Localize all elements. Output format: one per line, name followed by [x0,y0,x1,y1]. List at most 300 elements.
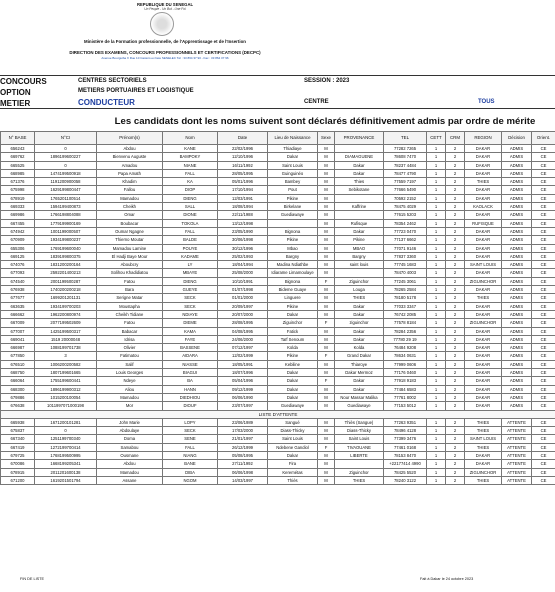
cell-provenance: Louga [335,286,384,294]
cell-provenance: Dakar [335,335,384,343]
cell-last-name: DIBA [163,468,218,476]
cell-decision: ATTENTE [502,468,532,476]
address-line: Avenue Bourguiba X Rue 10 Castors ex face SENELEC Tél : 33 864 37 90 - Fax : 33 864 37 96 [101,56,229,60]
cell-provenance: Rufisque [335,219,384,227]
cell-cett: 1 [427,319,446,327]
cell-crm: 2 [446,277,465,285]
cell-provenance: Nour Massar Malika [335,393,384,401]
cell-phone: 78354 2462 [384,219,427,227]
cell-cett: 1 [427,369,446,377]
column-header-ci-number: N°CI [35,132,97,145]
cell-decision: ADMIS [502,360,532,368]
cell-ci-number: 2077199502609 [35,319,97,327]
cell-birth-date: 17/03/2000 [218,427,268,435]
cell-region: DAKAR [465,161,502,169]
cell-sex: F [318,277,335,285]
cell-decision: ADMIS [502,385,532,393]
table-row [1,236,555,244]
cell-base-number: 666064 [1,377,35,385]
cell-cett: 1 [427,468,446,476]
cell-ci-number: 2011201600138 [35,468,97,476]
cell-cett: 1 [427,476,446,484]
column-header-orientation: Orient. [532,132,555,145]
cell-birth-date: 16/11/1992 [218,161,268,169]
cell-phone: 78634 0631 [384,352,427,360]
cell-cett: 1 [427,310,446,318]
cell-birth-date: 04/08/1995 [218,327,268,335]
cell-ci-number: 1619201501794 [35,476,97,484]
cell-decision: ADMIS [502,161,532,169]
cell-ci-number: 1011997071000198 [35,402,97,410]
cell-birth-place: Dakar [268,385,318,393]
cell-cett: 1 [427,161,446,169]
cell-birth-place: Keremétas [268,468,318,476]
cell-crm: 2 [446,244,465,252]
cell-sex: M [318,418,335,426]
cell-decision: ADMIS [502,286,532,294]
cell-sex: M [318,227,335,235]
cell-region: DAKAR [465,451,502,459]
cell-ci-number: 2001199500287 [35,277,97,285]
cell-birth-date: 01/07/1998 [218,286,268,294]
cell-provenance [335,194,384,202]
cell-phone: 77578 8184 [384,319,427,327]
cell-sex: F [318,352,335,360]
cell-crm: 2 [446,377,465,385]
cell-region: DAKAR [465,244,502,252]
table-row [1,194,555,202]
option-value: METIERS PORTUAIRES ET LOGISTIQUE [78,88,194,94]
column-header-birth-place: Lieu de Naissance [268,132,318,145]
cell-cett: 1 [427,335,446,343]
cell-base-number: 677093 [1,269,35,277]
cell-cett: 1 [427,252,446,260]
cell-crm: 2 [446,335,465,343]
cell-sex: M [318,310,335,318]
concours-label: CONCOURS [0,77,47,86]
cell-birth-place: Madina Ndiathbe [268,261,318,269]
cell-provenance [335,269,384,277]
column-header-crm: CRM [446,132,465,145]
cell-birth-place: Birkelane [268,203,318,211]
cell-birth-place: Kebiline [268,360,318,368]
cell-ci-number: 1015200100054 [35,393,97,401]
cell-base-number: 667009 [1,319,35,327]
cell-base-number: 666662 [1,310,35,318]
cell-provenance: THIES [335,476,384,484]
cell-provenance: Dakar [335,227,384,235]
cell-birth-place: Fatick [268,327,318,335]
cell-ci-number: 1088199701738 [35,344,97,352]
cell-sex: M [318,451,335,459]
cell-base-number: 670086 [1,460,35,468]
cell-last-name: DIEME [163,319,218,327]
cell-sex: M [318,435,335,443]
cell-orientation: CE [532,310,555,318]
cell-ci-number: 2592201400213 [35,269,97,277]
cell-first-name: Abdoulaye [97,427,163,435]
cell-last-name: NIANG [163,451,218,459]
cell-first-name: Louis Georges [97,369,163,377]
cell-birth-date: 12/03/1991 [218,194,268,202]
republic-line: REPUBLIQUE DU SENEGAL [136,2,194,7]
cell-decision: ADMIS [502,203,532,211]
cell-sex: F [318,443,335,451]
cell-birth-place: Bignona [268,227,318,235]
table-row [1,227,555,235]
cell-first-name: Olivier [97,344,163,352]
column-header-cett: CETT [427,132,446,145]
cell-birth-place: Idiarame Limamoulaye [268,269,318,277]
table-row [1,335,555,343]
cell-decision: ATTENTE [502,435,532,443]
cell-cett: 1 [427,352,446,360]
cell-decision: ADMIS [502,310,532,318]
cell-first-name: Thierno Moutar [97,236,163,244]
cell-cett: 1 [427,344,446,352]
cell-birth-place: Sangué [268,418,318,426]
cell-base-number: 668985 [1,169,35,177]
cell-first-name: Papa Amath [97,169,163,177]
cell-phone: 77033 3347 [384,302,427,310]
cell-orientation: CE [532,402,555,410]
cell-last-name: BIAGUI [163,369,218,377]
cell-region: DAKAR [465,385,502,393]
cell-provenance: Sebikotane [335,186,384,194]
cell-crm: 2 [446,451,465,459]
cell-ci-number: 1740200200218 [35,286,97,294]
cell-crm: 2 [446,427,465,435]
cell-birth-place: Guediawaye [268,211,318,219]
cell-ci-number: 1769199600040 [35,244,97,252]
cell-sex: M [318,153,335,161]
cell-provenance: THIES [335,294,384,302]
cell-provenance [335,145,384,153]
cell-last-name: DIONE [163,211,218,219]
table-row [1,443,555,451]
table-row [1,219,555,227]
cell-provenance: saint louis [335,261,384,269]
cell-cett: 1 [427,385,446,393]
cell-ci-number: 1807199601665 [35,369,97,377]
cell-sex: M [318,460,335,468]
table-row [1,435,555,443]
centre-label: CENTRE [304,99,329,105]
cell-cett: 1 [427,360,446,368]
cell-provenance: ziguinchor [335,319,384,327]
cell-ci-number: 1766198804088 [35,211,97,219]
cell-ci-number: 0 [35,161,97,169]
cell-region: DAKAR [465,252,502,260]
cell-base-number: 665938 [1,418,35,426]
cell-region: THIES [465,294,502,302]
signature-place-date: Fait à Dakar le 24 octobre 2023 [420,577,474,581]
cell-birth-place: Linguere [268,294,318,302]
cell-last-name: NGOM [163,476,218,484]
cell-provenance: Ziguinchor [335,468,384,476]
cell-birth-place: Taïf Senoum [268,335,318,343]
cell-orientation: CE [532,227,555,235]
cell-phone: 78180 5178 [384,294,427,302]
cell-last-name: KAMA [163,327,218,335]
table-row [1,319,555,327]
cell-provenance: Kolda [335,344,384,352]
table-row [1,393,555,401]
cell-first-name: Babacar [97,327,163,335]
cell-cett: 1 [427,169,446,177]
cell-birth-date: 06/06/1998 [218,468,268,476]
cell-birth-date: 12/10/1996 [218,153,268,161]
cell-last-name: BALDE [163,236,218,244]
cell-sex: M [318,203,335,211]
cell-decision: ADMIS [502,169,532,177]
cell-birth-date: 27/11/1992 [218,460,268,468]
column-header-base-number: N° BASE [1,132,35,145]
cell-provenance: Dakar [335,169,384,177]
table-row [1,178,555,186]
cell-first-name: Assane [97,476,163,484]
cell-orientation: CE [532,145,555,153]
cell-provenance: Thiès (Sangue) [335,418,384,426]
cell-birth-date: 05/04/1996 [218,377,268,385]
cell-phone: 78265 2584 [384,286,427,294]
cell-phone: 77559 7197 [384,178,427,186]
cell-phone: 78240 3122 [384,476,427,484]
cell-sex: M [318,385,335,393]
motto-line: Un Peuple - Un But - Une Foi [144,7,186,11]
cell-last-name: SECK [163,294,218,302]
cell-crm: 2 [446,327,465,335]
cell-phone: 78470 4003 [384,269,427,277]
cell-provenance: Saint Louis [335,435,384,443]
cell-decision: ADMIS [502,261,532,269]
cell-birth-place: Mbao [268,244,318,252]
cell-crm: 2 [446,211,465,219]
cell-ci-number: 1839199800375 [35,252,97,260]
cell-provenance: DIAMAGUENE [335,153,384,161]
cell-sex: M [318,186,335,194]
cell-birth-place: Pikine [268,302,318,310]
table-row [1,476,555,484]
cell-region: DAKAR [465,286,502,294]
cell-birth-place: Saint Louis [268,435,318,443]
cell-decision: ADMIS [502,211,532,219]
cell-cett: 1 [427,286,446,294]
cell-birth-date: 18/04/1994 [218,261,268,269]
cell-last-name: SECK [163,427,218,435]
cell-provenance: Diass-Thicky [335,427,384,435]
cell-ci-number: 1755199600441 [35,377,97,385]
table-row [1,186,555,194]
cell-orientation: CE [532,161,555,169]
cell-first-name: Fatimatou [97,352,163,360]
column-header-decision: Décision [502,132,532,145]
cell-cett: 1 [427,153,446,161]
cell-region: DAKAR [465,211,502,219]
cell-orientation: CE [532,169,555,177]
cell-first-name: El Hadji Baye Mour [97,252,163,260]
cell-base-number: 669041 [1,335,35,343]
table-row [1,211,555,219]
cell-sex: M [318,402,335,410]
column-header-region: REGION [465,132,502,145]
cell-birth-date: 23/06/1989 [218,418,268,426]
cell-ci-number: 1519 20000048 [35,335,97,343]
cell-region: DAKAR [465,377,502,385]
column-header-phone: TEL [384,132,427,145]
table-row [1,269,555,277]
table-row [1,360,555,368]
cell-ci-number: 1962200800974 [35,310,97,318]
cell-phone: 77780 29 19 [384,335,427,343]
table-row [1,302,555,310]
cell-sex: M [318,476,335,484]
cell-ci-number: 1594199400873 [35,203,97,211]
cell-first-name: Mamadou [97,194,163,202]
cell-cett: 1 [427,302,446,310]
cell-orientation: CE [532,319,555,327]
cell-region: RUFISQUE [465,219,502,227]
table-header-row [1,132,555,145]
cell-orientation: CE [532,153,555,161]
cell-decision: ATTENTE [502,443,532,451]
cell-orientation: CE [532,327,555,335]
cell-first-name: Serigne Matar [97,294,163,302]
cell-provenance: TIVAOUANE [335,443,384,451]
cell-decision: ADMIS [502,269,532,277]
cell-orientation: CE [532,335,555,343]
cell-phone: 77723 0470 [384,227,427,235]
cell-region: DAKAR [465,369,502,377]
table-row [1,468,555,476]
cell-decision: ATTENTE [502,476,532,484]
cell-base-number: 670909 [1,236,35,244]
table-row [1,161,555,169]
cell-birth-place: Pikine [268,352,318,360]
cell-phone: 77761 8002 [384,393,427,401]
cell-last-name: DIOP [163,186,218,194]
table-row [1,327,555,335]
cell-provenance: Dakar [335,310,384,318]
cell-crm: 2 [446,460,465,468]
cell-ci-number: 1768199500995 [35,451,97,459]
cell-birth-date: 24/06/2000 [218,335,268,343]
cell-first-name: Idrisa [97,335,163,343]
cell-region: DAKAR [465,360,502,368]
cell-phone: 77399 3476 [384,435,427,443]
cell-cett: 1 [427,227,446,235]
cell-first-name: Boubacar [97,219,163,227]
cell-base-number: 678919 [1,194,35,202]
cell-birth-place: Bambey [268,178,318,186]
cell-first-name: Fatou [97,277,163,285]
cell-last-name: AIDARA [163,352,218,360]
cell-orientation: CE [532,294,555,302]
cell-crm: 2 [446,344,465,352]
cell-last-name: LOPY [163,418,218,426]
cell-region: THIES [465,476,502,484]
cell-last-name: NIANE [163,161,218,169]
cell-first-name: Cheikh Tidiane [97,310,163,318]
cell-ci-number: 1779199900169 [35,219,97,227]
cell-sex: M [318,161,335,169]
cell-sex: F [318,377,335,385]
cell-birth-place: Kolda [268,344,318,352]
cell-birth-place: Fira [268,460,318,468]
cell-crm: 2 [446,294,465,302]
cell-last-name: BA [163,377,218,385]
cell-orientation: CE [532,269,555,277]
cell-base-number: 671200 [1,476,35,484]
cell-ci-number: 1474199500918 [35,169,97,177]
cell-decision: ADMIS [502,252,532,260]
cell-base-number: 677850 [1,352,35,360]
cell-orientation: CE [532,286,555,294]
cell-first-name: Aliou [97,385,163,393]
cell-base-number: 679725 [1,451,35,459]
cell-phone: 78608 7470 [384,153,427,161]
cell-last-name: POUYE [163,244,218,252]
cell-sex: M [318,294,335,302]
cell-sex: M [318,145,335,153]
cell-decision: ADMIS [502,186,532,194]
cell-base-number: 677007 [1,327,35,335]
cell-base-number: 663635 [1,302,35,310]
table-row [1,451,555,459]
cell-sex: M [318,327,335,335]
table-row [1,277,555,285]
cell-base-number: 669333 [1,203,35,211]
cell-orientation: CE [532,219,555,227]
cell-cett: 1 [427,294,446,302]
cell-orientation: CE [532,360,555,368]
column-header-first-name: Prénom(s) [97,132,163,145]
cell-first-name: Fallou [97,186,163,194]
cell-phone: 77745 1683 [384,261,427,269]
cell-last-name: SALL [163,203,218,211]
cell-cett: 1 [427,443,446,451]
cell-birth-date: 20/09/1997 [218,302,268,310]
cell-birth-place: Ziguinchor [268,319,318,327]
page-title: Les candidats dont les noms suivent sont déclarés définitivement admis par ordre de mérite [114,116,536,127]
cell-birth-date: 18/05/1991 [218,360,268,368]
cell-birth-date: 18/08/1994 [218,203,268,211]
cell-decision: ADMIS [502,244,532,252]
cell-provenance: Thiaroye [335,360,384,368]
cell-provenance: Dakar [335,377,384,385]
cell-ci-number: 1896199600227 [35,153,97,161]
cell-orientation: CE [532,418,555,426]
waiting-list-separator [1,410,555,418]
cell-first-name: Samabou [97,443,163,451]
cell-crm: 2 [446,302,465,310]
cell-base-number: 667340 [1,435,35,443]
cell-base-number: 667455 [1,219,35,227]
cell-provenance: Kaffrine [335,203,384,211]
cell-sex: M [318,252,335,260]
cell-provenance: Guediawaye [335,402,384,410]
cell-base-number: 668750 [1,369,35,377]
cell-phone: 78153 8470 [384,451,427,459]
table-row [1,153,555,161]
cell-ci-number: 1934199800237 [35,236,97,244]
cell-orientation: CE [532,203,555,211]
cell-sex: M [318,269,335,277]
cell-birth-place: Thiès [268,476,318,484]
cell-base-number: 674540 [1,277,35,285]
cell-phone: 77137 6662 [384,236,427,244]
cell-phone: 77282 7265 [384,145,427,153]
